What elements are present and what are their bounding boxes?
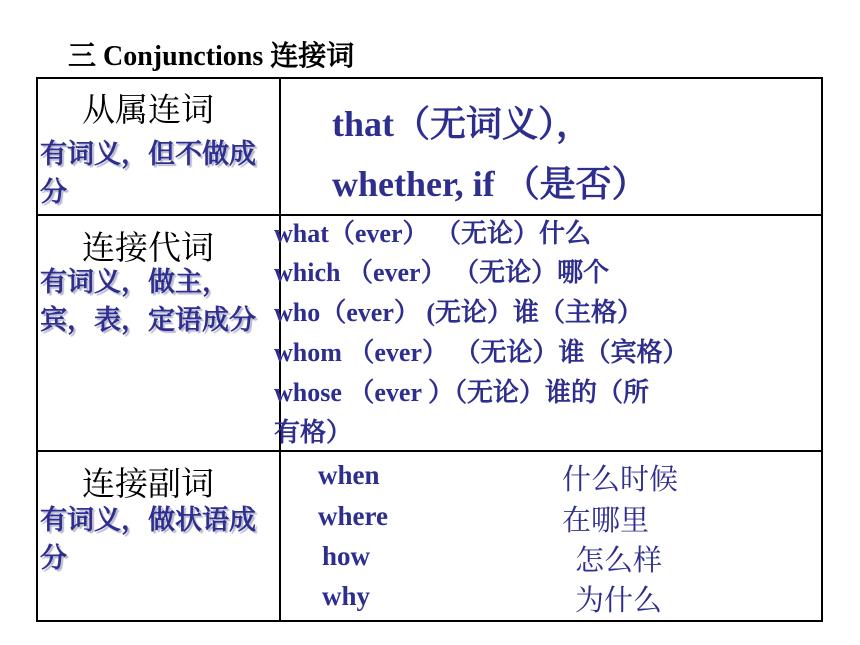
pronoun-line-whose-cont: 有格） bbox=[274, 418, 353, 447]
row-heading-adverbs: 连接副词 bbox=[82, 464, 214, 503]
pronoun-line-what: what（ever） （无论）什么 bbox=[274, 219, 592, 248]
adverb-word-how: how bbox=[322, 541, 371, 571]
adverb-meaning-when: 什么时候 bbox=[562, 462, 679, 496]
subordinating-line-2: whether, if （是否） bbox=[332, 164, 648, 204]
row-desc-adverbs: 有词义，做状语成分 bbox=[40, 505, 256, 574]
adverb-meaning-why: 为什么 bbox=[575, 583, 663, 617]
adverb-word-why: why bbox=[322, 581, 371, 611]
pronoun-line-which: which （ever） （无论）哪个 bbox=[274, 258, 610, 287]
row-divider-1 bbox=[36, 214, 823, 216]
pronoun-line-who: who（ever） (无论）谁（主格） bbox=[274, 298, 644, 327]
row-heading-pronouns: 连接代词 bbox=[82, 228, 214, 267]
adverb-meaning-where: 在哪里 bbox=[562, 503, 650, 537]
adverb-word-when: when bbox=[318, 460, 380, 490]
subordinating-line-1: that（无词义）， bbox=[332, 104, 592, 144]
adverb-word-where: where bbox=[318, 501, 388, 531]
pronoun-line-whom: whom （ever） （无论）谁（宾格） bbox=[274, 338, 689, 367]
row-divider-2 bbox=[36, 450, 823, 452]
row-desc-pronouns: 有词义，做主，宾，表，定语成分 bbox=[40, 267, 256, 336]
pronoun-line-whose: whose （ever ）（无论）谁的（所 bbox=[274, 378, 650, 407]
row-desc-subordinating: 有词义，但不做成分 bbox=[40, 139, 256, 208]
adverb-meaning-how: 怎么样 bbox=[575, 543, 663, 577]
slide-title: 三 Conjunctions 连接词 bbox=[68, 41, 355, 72]
row-heading-subordinating: 从属连词 bbox=[82, 90, 214, 129]
